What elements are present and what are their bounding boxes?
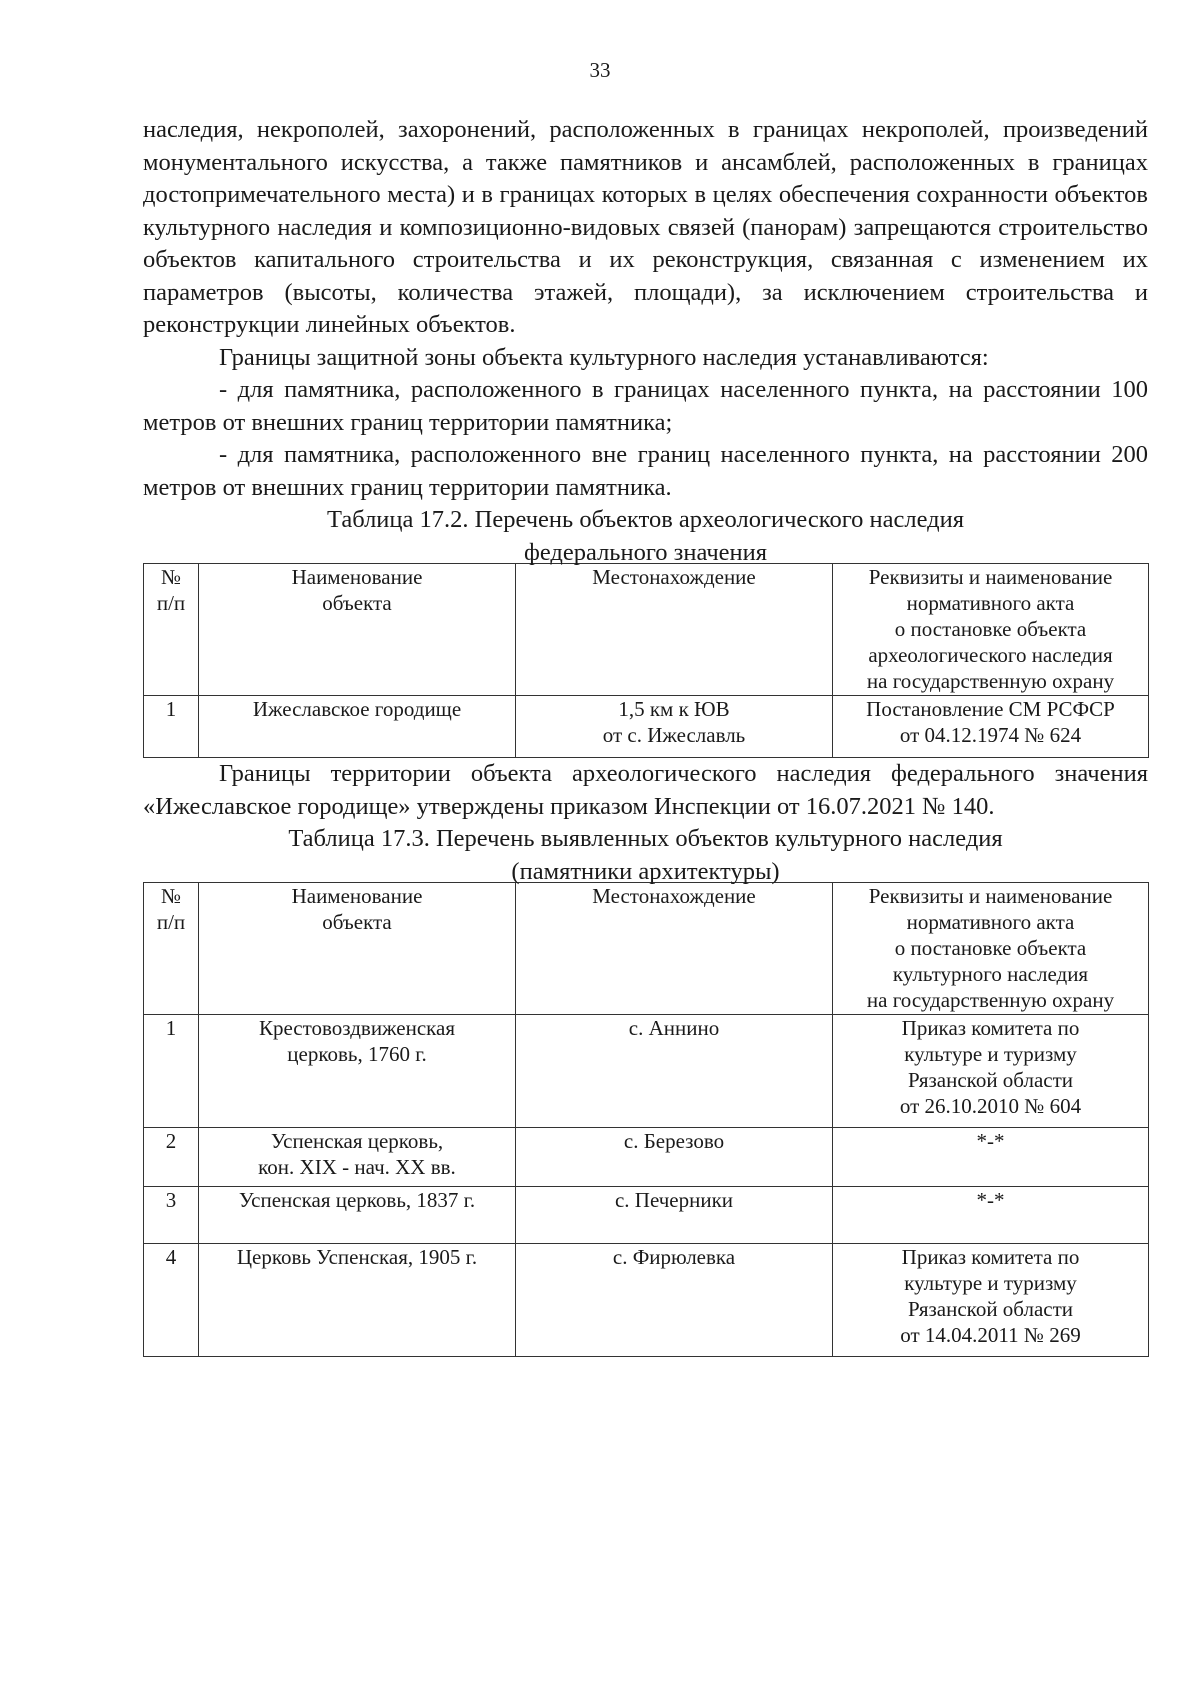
cell-name: Церковь Успенская, 1905 г.	[199, 1244, 516, 1357]
paragraph-outside-settlement: - для памятника, расположенного вне границ населенного пункта, на расстоянии 200 метров от внешних границ территории памятника.	[143, 441, 1148, 501]
paragraph-inside-settlement: - для памятника, расположенного в границах населенного пункта, на расстоянии 100 метров от внешних границ территории памятника;	[143, 376, 1148, 436]
cell-name: Ижеславское городище	[199, 696, 516, 758]
cell-location: с. Аннино	[516, 1015, 833, 1128]
cell-requisites: *-*	[833, 1128, 1149, 1187]
paragraph-zone-restrictions: наследия, некрополей, захоронений, расположенных в границах некрополей, произведений монументального искусства, а также памятников и ансамблей, расположенных в границах достопримечательного места) и в границах которых в целях обеспечения сохранности объектов культурного наследия и композиционно-видовых связей (панорам) запрещаются строительство объектов капитального строительства и их реконструкция, связанная с изменением их параметров (высоты, количества этажей, площади), за исключением строительства и реконструкции линейных объектов.	[143, 116, 1148, 338]
table-row	[144, 1015, 1149, 1128]
cell-requisites: Приказ комитета по культуре и туризму Рязанской области от 26.10.2010 № 604	[833, 1015, 1149, 1128]
table-header-row	[144, 564, 1149, 696]
cell-name: Успенская церковь, 1837 г.	[199, 1187, 516, 1244]
cell-name: Успенская церковь, кон. XIX - нач. XX вв.	[199, 1128, 516, 1187]
table-17-2-caption	[143, 504, 1148, 569]
header-num: № п/п	[144, 883, 199, 1015]
cell-num: 2	[144, 1128, 199, 1187]
cell-num: 4	[144, 1244, 199, 1357]
table-17-2	[143, 563, 1149, 758]
caption-line: федерального значения	[523, 538, 768, 566]
cell-num: 1	[144, 1015, 199, 1128]
cell-location: с. Печерники	[516, 1187, 833, 1244]
cell-location: с. Березово	[516, 1128, 833, 1187]
header-location: Местонахождение	[516, 564, 833, 696]
caption-line: Таблица 17.3. Перечень выявленных объектов культурного наследия	[288, 825, 1003, 852]
header-requisites: Реквизиты и наименование нормативного акта о постановке объекта культурного наследия на государственную охрану	[833, 883, 1149, 1015]
table-row	[144, 696, 1149, 758]
header-location: Местонахождение	[516, 883, 833, 1015]
paragraph-territory-approval: Границы территории объекта археологического наследия федерального значения «Ижеславское городище» утверждены приказом Инспекции от 16.07.2021 № 140.	[143, 760, 1148, 820]
table-row	[144, 1128, 1149, 1187]
table-header-row	[144, 883, 1149, 1015]
table-row	[144, 1244, 1149, 1357]
caption-line: Таблица 17.2. Перечень объектов археологического наследия	[327, 506, 964, 533]
header-name: Наименование объекта	[199, 883, 516, 1015]
cell-num: 1	[144, 696, 199, 758]
table-17-3	[143, 882, 1149, 1357]
cell-requisites: Приказ комитета по культуре и туризму Рязанской области от 14.04.2011 № 269	[833, 1244, 1149, 1357]
cell-requisites: Постановление СМ РСФСР от 04.12.1974 № 624	[833, 696, 1149, 758]
cell-location: 1,5 км к ЮВ от с. Ижеславль	[516, 696, 833, 758]
caption-line: (памятники архитектуры)	[511, 857, 780, 885]
header-num: № п/п	[144, 564, 199, 696]
page-number: 33	[589, 58, 611, 82]
table-row	[144, 1187, 1149, 1244]
document-body	[143, 114, 1148, 1357]
cell-name: Крестовоздвиженская церковь, 1760 г.	[199, 1015, 516, 1128]
cell-num: 3	[144, 1187, 199, 1244]
header-requisites: Реквизиты и наименование нормативного акта о постановке объекта археологического наследия на государственную охрану	[833, 564, 1149, 696]
paragraph-zone-boundaries: Границы защитной зоны объекта культурного наследия устанавливаются:	[219, 343, 989, 371]
table-17-3-caption	[143, 823, 1148, 888]
header-name: Наименование объекта	[199, 564, 516, 696]
cell-requisites: *-*	[833, 1187, 1149, 1244]
cell-location: с. Фирюлевка	[516, 1244, 833, 1357]
